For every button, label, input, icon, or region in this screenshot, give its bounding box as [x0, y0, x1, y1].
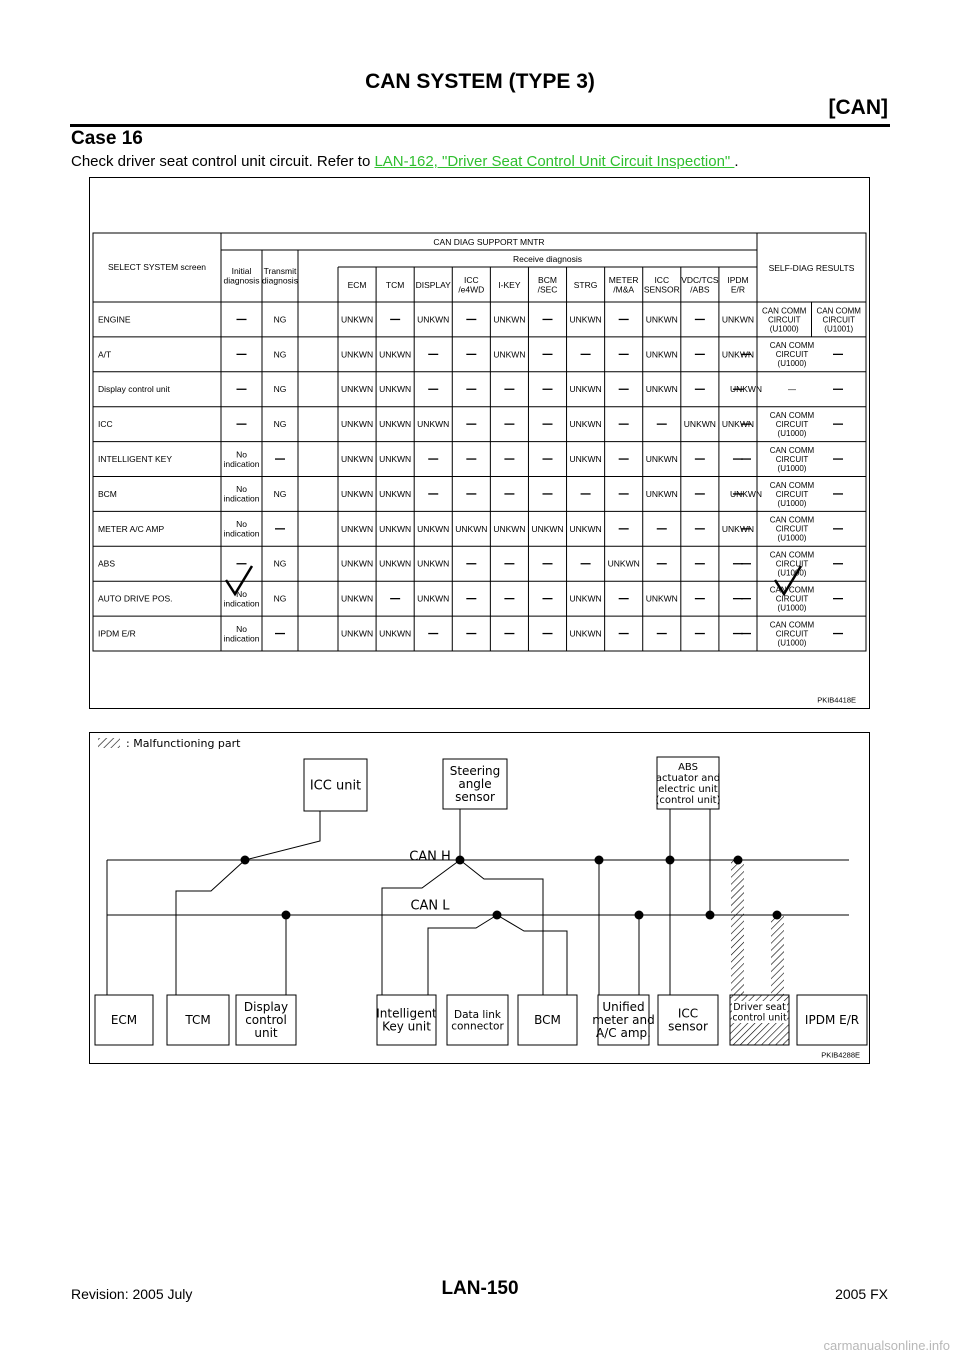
- legend-label: : Malfunctioning part: [126, 736, 241, 750]
- reference-link[interactable]: LAN-162, "Driver Seat Control Unit Circuit Inspection": [374, 153, 735, 170]
- row-system-name: ICC: [98, 419, 113, 430]
- header-rule: [70, 124, 890, 127]
- row-system-name: AUTO DRIVE POS.: [98, 593, 173, 604]
- self-diag-result: CAN COMM CIRCUIT (U1000): [769, 480, 815, 508]
- cell-value: UNKWN: [531, 523, 564, 534]
- watermark: carmanualsonline.info: [823, 1338, 950, 1353]
- cell-value: UNKWN: [455, 523, 488, 534]
- cell-value: UNKWN: [729, 384, 763, 395]
- cell-value: UNKWN: [493, 314, 526, 325]
- cell-value: UNKWN: [340, 419, 374, 430]
- receive-col-header: ICC SENSOR: [643, 275, 680, 295]
- cell-value: UNKWN: [683, 419, 716, 430]
- cell-value: NG: [273, 558, 287, 569]
- cell-value: UNKWN: [721, 349, 755, 360]
- row-system-name: INTELLIGENT KEY: [98, 454, 173, 465]
- page-header-title: CAN SYSTEM (TYPE 3): [365, 70, 595, 93]
- self-diag-result: CAN COMM CIRCUIT (U1001): [816, 306, 861, 334]
- cell-value: UNKWN: [340, 628, 374, 639]
- cell-value: UNKWN: [417, 593, 450, 604]
- cell-value: NG: [273, 488, 287, 499]
- cell-value: UNKWN: [569, 454, 602, 465]
- wire: [428, 915, 497, 995]
- junction-dot: [456, 856, 465, 865]
- top-unit-label: ICC unit: [309, 778, 362, 794]
- cell-value: UNKWN: [379, 384, 412, 395]
- receive-col-header: VDC/TCS /ABS: [681, 275, 719, 295]
- row-system-name: METER A/C AMP: [98, 523, 165, 534]
- self-diag-result: CAN COMM CIRCUIT (U1000): [769, 445, 815, 473]
- self-diag-result: CAN COMM CIRCUIT (U1000): [769, 515, 815, 543]
- cell-value: UNKWN: [379, 523, 412, 534]
- cell-value: NG: [273, 384, 287, 395]
- bottom-unit-label: Unified meter and A/C amp.: [592, 1000, 655, 1041]
- cell-value: UNKWN: [417, 419, 450, 430]
- junction-dot: [666, 856, 675, 865]
- transmit-diagnosis-header: Transmit diagnosis: [262, 266, 298, 286]
- receive-col-header: I-KEY: [498, 279, 521, 290]
- can-h-label: CAN H: [409, 849, 451, 865]
- self-diag-result: CAN COMM CIRCUIT (U1000): [769, 341, 815, 369]
- cell-value: UNKWN: [340, 558, 374, 569]
- figure-code: PKIB4288E: [821, 1050, 860, 1060]
- cell-value: NG: [273, 419, 287, 430]
- initial-diagnosis-value: No indication: [223, 588, 260, 609]
- cell-value: UNKWN: [379, 454, 412, 465]
- cell-value: UNKWN: [379, 349, 412, 360]
- cell-value: UNKWN: [645, 384, 678, 395]
- initial-diagnosis-value: No indication: [223, 519, 260, 539]
- wire: [245, 811, 320, 860]
- cell-value: NG: [273, 349, 287, 360]
- receive-col-header: IPDM E/R: [727, 275, 749, 295]
- wire: [497, 915, 567, 995]
- junction-dot: [706, 911, 715, 920]
- cell-value: UNKWN: [417, 314, 450, 325]
- row-system-name: ABS: [98, 558, 116, 569]
- legend-hatch: [98, 738, 120, 748]
- initial-diagnosis-value: No indication: [223, 484, 260, 504]
- cell-value: UNKWN: [645, 349, 678, 360]
- cell-value: UNKWN: [379, 419, 412, 430]
- self-diag-header: SELF-DIAG RESULTS: [768, 262, 855, 273]
- receive-col-header: TCM: [385, 279, 405, 290]
- cell-value: UNKWN: [340, 488, 374, 499]
- cell-value: UNKWN: [721, 523, 755, 534]
- bottom-unit-label: TCM: [185, 1013, 211, 1028]
- self-diag-result: CAN COMM CIRCUIT (U1000): [769, 550, 815, 578]
- receive-diagnosis-header: Receive diagnosis: [513, 253, 582, 264]
- cell-value: UNKWN: [645, 314, 678, 325]
- model-year: 2005 FX: [835, 1286, 888, 1302]
- cell-value: UNKWN: [340, 349, 374, 360]
- bottom-unit-label: Data link connector: [451, 1008, 504, 1033]
- bottom-unit-label: ICC sensor: [668, 1006, 708, 1034]
- cell-value: UNKWN: [493, 349, 526, 360]
- cell-value: UNKWN: [493, 523, 526, 534]
- receive-col-header: BCM /SEC: [537, 275, 558, 295]
- cell-value: UNKWN: [569, 628, 602, 639]
- case-title: Case 16: [71, 128, 143, 149]
- receive-col-header: DISPLAY: [415, 279, 451, 290]
- cell-value: UNKWN: [340, 454, 374, 465]
- cell-value: UNKWN: [569, 314, 602, 325]
- cell-value: UNKWN: [645, 593, 678, 604]
- junction-dot: [241, 856, 250, 865]
- row-system-name: IPDM E/R: [98, 628, 136, 639]
- initial-diagnosis-value: No indication: [223, 449, 260, 469]
- cell-value: UNKWN: [340, 314, 374, 325]
- cell-value: UNKWN: [417, 558, 450, 569]
- cell-value: UNKWN: [569, 419, 602, 430]
- receive-col-header: ECM: [347, 279, 367, 290]
- instruction-text: Check driver seat control unit circuit. Refer to: [71, 153, 375, 170]
- row-system-name: Display control unit: [98, 384, 170, 395]
- can-diag-header: CAN DIAG SUPPORT MNTR: [433, 236, 545, 247]
- row-system-name: BCM: [98, 488, 117, 499]
- figure-code: PKIB4418E: [817, 695, 856, 705]
- cell-value: NG: [273, 314, 287, 325]
- cell-value: UNKWN: [340, 593, 374, 604]
- case-instruction: [71, 153, 739, 170]
- cell-value: UNKWN: [340, 523, 374, 534]
- bottom-unit-label: BCM: [534, 1013, 561, 1028]
- revision-date: Revision: 2005 July: [71, 1286, 193, 1302]
- cell-value: UNKWN: [729, 488, 763, 499]
- self-diag-result: CAN COMM CIRCUIT (U1000): [769, 620, 815, 648]
- cell-value: UNKWN: [645, 488, 678, 499]
- junction-dot: [635, 911, 644, 920]
- top-unit-label: ABS actuator and electric unit (control unit): [655, 762, 721, 806]
- cell-value: UNKWN: [379, 558, 412, 569]
- bottom-unit-label: Display control unit: [243, 1000, 289, 1041]
- cell-value: UNKWN: [417, 523, 450, 534]
- wire: [176, 860, 245, 995]
- cell-value: UNKWN: [569, 384, 602, 395]
- self-diag-result: CAN COMM CIRCUIT (U1000): [769, 410, 815, 438]
- self-diag-result: CAN COMM CIRCUIT (U1000): [769, 585, 815, 613]
- initial-diagnosis-value: No indication: [223, 623, 260, 644]
- bottom-unit-label: IPDM E/R: [804, 1013, 860, 1028]
- cell-value: UNKWN: [379, 628, 412, 639]
- junction-dot: [493, 911, 502, 920]
- can-l-label: CAN L: [410, 898, 450, 914]
- malfunction-wire: [771, 915, 784, 995]
- receive-col-header: STRG: [573, 279, 598, 290]
- wiring-diagram: [90, 733, 869, 1063]
- junction-dot: [773, 911, 782, 920]
- self-diag-result: —: [788, 385, 796, 395]
- receive-col-header: ICC /e4WD: [458, 275, 485, 295]
- cell-value: NG: [273, 593, 287, 604]
- diagnosis-table-figure: [89, 177, 870, 709]
- bottom-unit-label: Driver seat control unit: [732, 1002, 787, 1024]
- row-system-name: ENGINE: [98, 314, 131, 325]
- cell-value: UNKWN: [340, 384, 374, 395]
- cell-value: UNKWN: [645, 454, 678, 465]
- page-header-section: [CAN]: [828, 96, 888, 119]
- top-unit-label: Steering angle sensor: [449, 764, 501, 805]
- bottom-unit-label: ECM: [110, 1013, 138, 1028]
- bottom-unit-label: Intelligent Key unit: [376, 1006, 437, 1034]
- diagnosis-table: [90, 178, 869, 708]
- select-system-header: SELECT SYSTEM screen: [107, 261, 207, 272]
- junction-dot: [595, 856, 604, 865]
- cell-value: UNKWN: [607, 558, 640, 569]
- page-number: LAN-150: [441, 1278, 519, 1299]
- cell-value: UNKWN: [379, 488, 412, 499]
- receive-col-header: METER /M&A: [608, 275, 639, 295]
- junction-dot: [282, 911, 291, 920]
- cell-value: UNKWN: [721, 314, 755, 325]
- cell-value: UNKWN: [721, 419, 755, 430]
- row-system-name: A/T: [98, 349, 112, 360]
- can-wiring-diagram: [89, 732, 870, 1064]
- junction-dot: [734, 856, 743, 865]
- instruction-end: .: [734, 153, 739, 170]
- cell-value: UNKWN: [569, 593, 602, 604]
- malfunction-wire: [731, 860, 744, 995]
- self-diag-result: CAN COMM CIRCUIT (U1000): [762, 306, 807, 334]
- cell-value: UNKWN: [569, 523, 602, 534]
- initial-diagnosis-header: Initial diagnosis: [223, 266, 260, 286]
- check-mark: [226, 566, 252, 594]
